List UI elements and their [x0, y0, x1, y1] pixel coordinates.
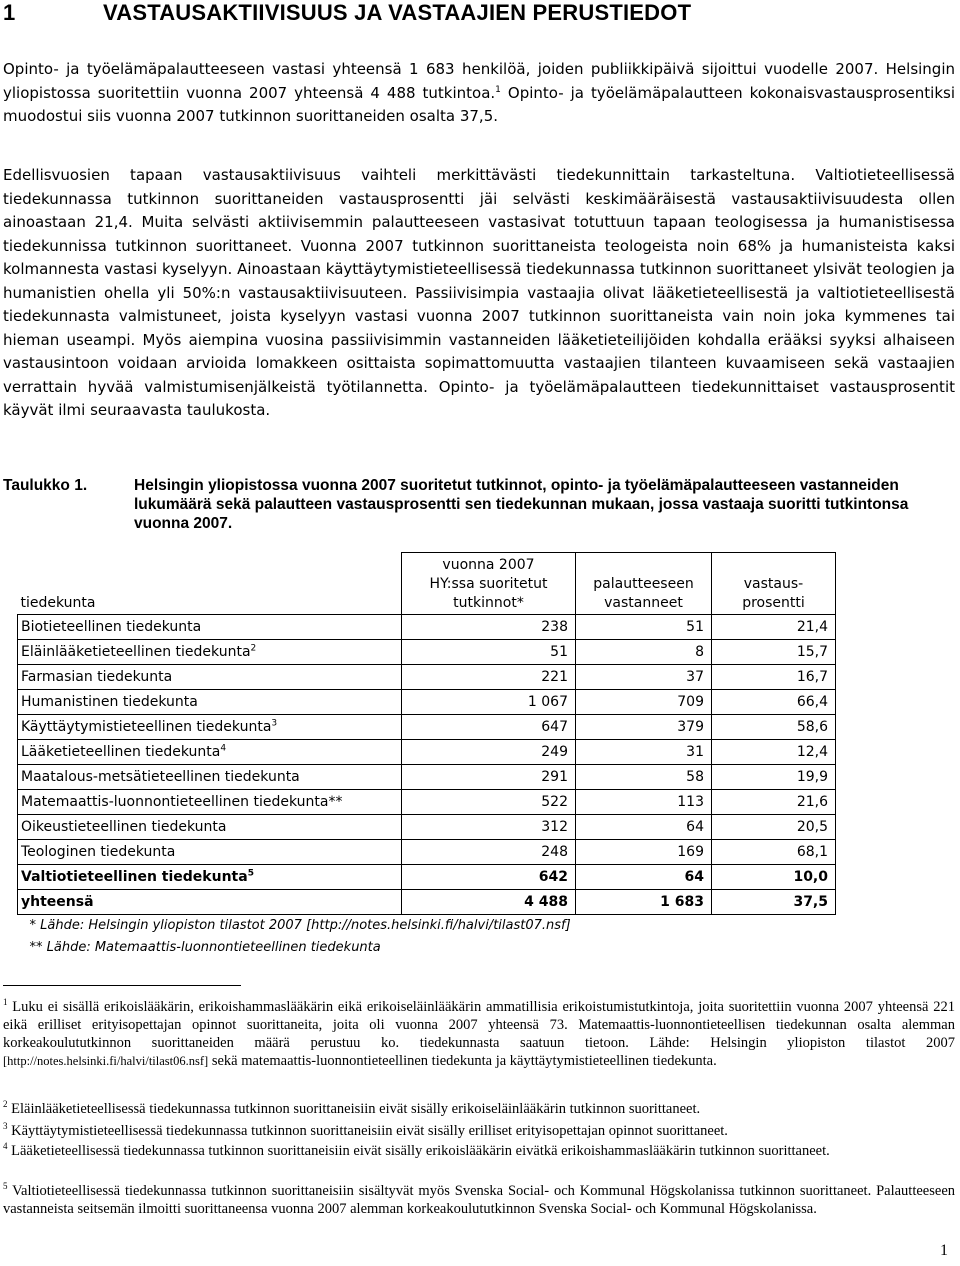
header-responses	[576, 553, 712, 615]
table-row	[18, 815, 836, 840]
rate-cell: 19,9	[712, 765, 836, 790]
table-row	[18, 615, 836, 640]
footnote-3	[3, 1122, 955, 1140]
responses-cell: 113	[576, 790, 712, 815]
responses-cell: 51	[576, 615, 712, 640]
degrees-cell: 51	[402, 640, 576, 665]
footnote-5-text: Valtiotieteellisessä tiedekunnassa tutkinnon suorittaneisiin sisältyvät myös Svenska Social- och Kommunal Högskolanissa tutkinnon suorittaneet. Palautteeseen vastanneista seitsemän ilmoitti suorittaneensa vuonna 2007 alemman korkeakoulututkinnon Svenska Social- och Kommunal Högskolanissa.	[3, 1183, 955, 1217]
table-total-row	[18, 890, 836, 915]
table-row	[18, 765, 836, 790]
footnote-5-number: 5	[3, 1181, 8, 1192]
faculty-response-table	[17, 552, 836, 959]
rate-cell: 12,4	[712, 740, 836, 765]
header-degrees	[402, 553, 576, 615]
header-degrees-line1: vuonna 2007	[442, 557, 535, 573]
degrees-cell: 1 067	[402, 690, 576, 715]
rate-cell: 15,7	[712, 640, 836, 665]
rate-cell: 58,6	[712, 715, 836, 740]
footnote-4-number: 4	[3, 1141, 8, 1152]
header-rate-line2: prosentti	[742, 595, 805, 611]
table-source-2: ** Lähde: Matemaattis-luonnontieteellinen tiedekunta	[29, 940, 381, 955]
total-rate: 37,5	[712, 890, 836, 915]
table-label: Taulukko 1.	[3, 477, 88, 494]
paragraph-intro-text-a: Opinto- ja työelämäpalautteeseen vastasi yhteensä 1 683 henkilöä, joiden publiikkipäivä sijoittui vuodelle 2007. Helsingin yliopistossa suoritettiin vuonna 2007 yhteensä 4 488 tutkintoa.	[3, 60, 955, 102]
paragraph-intro	[3, 58, 955, 129]
footnote-2	[3, 1100, 955, 1118]
total-label: yhteensä	[18, 890, 402, 915]
footnote-4	[3, 1142, 955, 1160]
responses-cell: 31	[576, 740, 712, 765]
faculty-name: Matemaattis-luonnontieteellinen tiedekunta**	[18, 790, 402, 815]
degrees-cell: 647	[402, 715, 576, 740]
table-row	[18, 665, 836, 690]
rate-cell: 20,5	[712, 815, 836, 840]
footnote-5	[3, 1182, 955, 1218]
footnote-3-number: 3	[3, 1121, 8, 1132]
footnote-1-url[interactable]: [http://notes.helsinki.fi/halvi/tilast06.nsf]	[3, 1054, 209, 1068]
rate-cell: 66,4	[712, 690, 836, 715]
responses-cell: 64	[576, 815, 712, 840]
faculty-name: Humanistinen tiedekunta	[18, 690, 402, 715]
faculty-name: Käyttäytymistieteellinen tiedekunta$^3$	[18, 715, 402, 740]
header-degrees-line2: HY:ssa suoritetut	[429, 576, 548, 592]
degrees-cell: 248	[402, 840, 576, 865]
faculty-name: Farmasian tiedekunta	[18, 665, 402, 690]
responses-cell: 64	[576, 865, 712, 890]
rate-cell: 10,0	[712, 865, 836, 890]
faculty-name: Biotieteellinen tiedekunta	[18, 615, 402, 640]
header-rate-line1: vastaus-	[743, 576, 804, 592]
footnote-separator	[3, 985, 241, 986]
faculty-name: Valtiotieteellinen tiedekunta$^5$	[18, 865, 402, 890]
degrees-cell: 291	[402, 765, 576, 790]
table-row	[18, 790, 836, 815]
header-faculty: tiedekunta	[18, 553, 402, 615]
paragraph-intro-text-b: Opinto- ja työelämäpalautteen kokonaisvastausprosentiksi muodostui siis vuonna 2007 tutkinnon suorittaneiden osalta 37,5.	[3, 83, 955, 125]
table-header-row	[18, 553, 836, 615]
degrees-cell: 249	[402, 740, 576, 765]
rate-cell: 21,4	[712, 615, 836, 640]
table-row	[18, 840, 836, 865]
footnote-2-text: Eläinlääketieteellisessä tiedekunnassa tutkinnon suorittaneisiin eivät sisälly erikoiseläinlääkärin tutkinnon suorittaneet.	[7, 1101, 701, 1117]
table-row	[18, 715, 836, 740]
faculty-name: Oikeustieteellinen tiedekunta	[18, 815, 402, 840]
section-number: 1	[3, 0, 16, 25]
responses-cell: 37	[576, 665, 712, 690]
rate-cell: 16,7	[712, 665, 836, 690]
footnote-ref-1[interactable]: 1	[495, 84, 501, 95]
faculty-name: Lääketieteellinen tiedekunta$^4$	[18, 740, 402, 765]
footnote-1-number: 1	[3, 997, 8, 1008]
total-responses: 1 683	[576, 890, 712, 915]
table-row	[18, 740, 836, 765]
faculty-name: Maatalous-metsätieteellinen tiedekunta	[18, 765, 402, 790]
table-caption-text: Helsingin yliopistossa vuonna 2007 suoritetut tutkinnot, opinto- ja työelämäpalautteeseen vastanneiden lukumäärä sekä palautteen vastausprosentti sen tiedekunnan mukaan, jossa vastaaja suoritti tutkintonsa vuonna 2007.	[134, 477, 909, 532]
footnote-2-number: 2	[3, 1099, 8, 1110]
total-degrees: 4 488	[402, 890, 576, 915]
degrees-cell: 522	[402, 790, 576, 815]
header-responses-line1: palautteeseen	[593, 576, 694, 592]
responses-cell: 8	[576, 640, 712, 665]
responses-cell: 58	[576, 765, 712, 790]
rate-cell: 68,1	[712, 840, 836, 865]
table-row	[18, 690, 836, 715]
header-responses-line2: vastanneet	[604, 595, 683, 611]
paragraph-response-activity: Edellisvuosien tapaan vastausaktiivisuus vaihteli merkittävästi tiedekunnittain tarkasteltuna. Valtiotieteellisessä tiedekunnassa tutkinnon suorittaneiden vastausprosentti jäi selvästi keskimääräisestä vastausaktiivisuudesta ollen ainoastaan 21,4. Muita selvästi aktiivisemmin palautteeseen vastasivat totuttuun tapaan teologisessa ja humanistisessa tiedekunnissa tutkinnon suorittaneet. Vuonna 2007 tutkinnon suorittaneista teologeista noin 68% ja humanisteista kaksi kolmannesta vastasi kyselyyn. Ainoastaan käyttäytymistieteellisessä tiedekunnassa tutkinnon suorittaneet ylsivät teologien ja humanistien ohella yli 50%:n vastausaktiivisuuteen. Passiivisimpia vastaajia olivat lääketieteellisestä ja valtiotieteellisestä tiedekunnasta valmistuneet, joista kyselyyn vastasi vuonna 2007 tutkinnon suorittaneista vain noin joka kymmenes tai hieman useampi. Myös aiempina vuosina passiivisimmin vastanneiden lääketieteilijöiden kohdalla erääksi syyksi alhaiseen vastausintoon voidaan arvioida lomakkeen osittaista sopimattomuutta vastaajien tilanteen kuvaamiseen sekä vastaajien verrattain hyvää valmistumisenjälkeistä työtilannetta. Opinto- ja työelämäpalautteen tiedekunnittaiset vastausprosentit käyvät ilmi seuraavasta taulukosta.	[3, 166, 955, 419]
faculty-name: Teologinen tiedekunta	[18, 840, 402, 865]
degrees-cell: 221	[402, 665, 576, 690]
footnote-3-text: Käyttäytymistieteellisessä tiedekunnassa tutkinnon suorittaneisiin eivät sisälly erilliset erityisopettajan opinnot suorittaneet.	[7, 1123, 728, 1139]
table-source-1: * Lähde: Helsingin yliopiston tilastot 2007 [http://notes.helsinki.fi/halvi/tilast07.nsf]	[29, 918, 571, 933]
rate-cell: 21,6	[712, 790, 836, 815]
table-source-row	[18, 915, 836, 938]
degrees-cell: 642	[402, 865, 576, 890]
table-row	[18, 865, 836, 890]
responses-cell: 379	[576, 715, 712, 740]
degrees-cell: 312	[402, 815, 576, 840]
footnote-1	[3, 998, 955, 1070]
page-number: 1	[940, 1242, 948, 1259]
footnote-1-text-a: Luku ei sisällä erikoislääkärin, erikoishammaslääkärin eikä erikoiseläinlääkärin ammatillisia erikoistumistutkintoja, joita suoritettiin vuonna 2007 yhteensä 221 eikä erilliset erityisopettajan opinnot suorittaneita, joita oli vuonna 2007 yhteensä 73. Matemaattis-luonnontieteellisen tiedekunnan osalta alemman korkeakoulututkinnon suorittaneiden määrä perustuu ko. tiedekunnasta saatuun tietoon. Lähde: Helsingin yliopiston tilastot 2007	[3, 999, 955, 1051]
faculty-name: Eläinlääketieteellinen tiedekunta$^2$	[18, 640, 402, 665]
header-degrees-line3: tutkinnot*	[453, 595, 524, 611]
degrees-cell: 238	[402, 615, 576, 640]
footnote-1-text-b: sekä matemaattis-luonnontieteellinen tiedekunta ja käyttäytymistieteellinen tiedekunta.	[208, 1053, 717, 1069]
table-source-row	[18, 937, 836, 959]
footnote-4-text: Lääketieteellisessä tiedekunnassa tutkinnon suorittaneisiin eivät sisälly erikoislääkärin eivätkä erikoishammaslääkärin tutkinnon suorittaneet.	[7, 1143, 830, 1159]
section-title: VASTAUSAKTIIVISUUS JA VASTAAJIEN PERUSTIEDOT	[103, 0, 692, 25]
responses-cell: 169	[576, 840, 712, 865]
table-row	[18, 640, 836, 665]
header-rate	[712, 553, 836, 615]
section-heading	[3, 0, 953, 26]
responses-cell: 709	[576, 690, 712, 715]
